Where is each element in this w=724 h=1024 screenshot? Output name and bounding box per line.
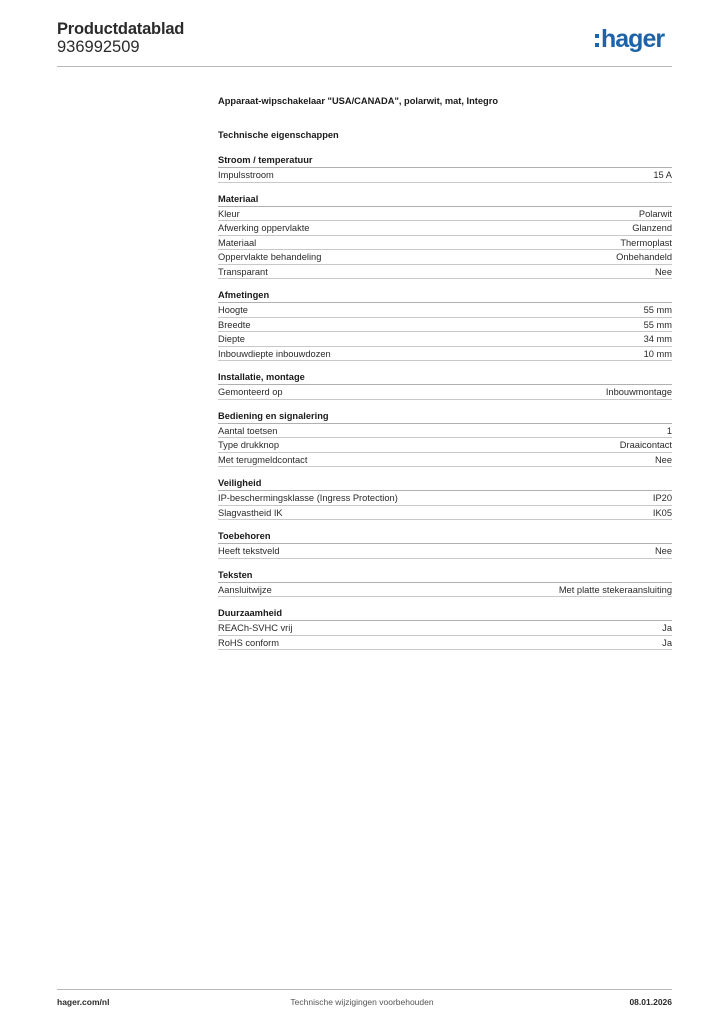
- property-group: [218, 569, 672, 598]
- property-label: Slagvastheid IK: [218, 507, 283, 518]
- property-value: IK05: [652, 507, 672, 518]
- property-row: [218, 332, 672, 347]
- property-row: [218, 453, 672, 468]
- property-label: IP-beschermingsklasse (Ingress Protection): [218, 493, 398, 503]
- property-label: RoHS conform: [218, 637, 279, 648]
- property-label: Met terugmeldcontact: [218, 454, 308, 465]
- property-group: [218, 154, 672, 183]
- property-row: [218, 636, 672, 651]
- property-label: Hoogte: [218, 305, 248, 315]
- property-group: [218, 410, 672, 468]
- property-value: Glanzend: [632, 223, 672, 233]
- property-label: Breedte: [218, 319, 251, 330]
- footer-notice: Technische wijzigingen voorbehouden: [290, 997, 434, 1007]
- datasheet-content: [218, 96, 672, 650]
- property-value: Met platte stekeraansluiting: [558, 584, 672, 595]
- property-value: Inbouwmontage: [605, 387, 672, 397]
- property-value: Draaicontact: [619, 440, 672, 450]
- property-value: Thermoplast: [620, 237, 672, 248]
- property-label: Transparant: [218, 266, 268, 277]
- footer-website: hager.com/nl: [57, 997, 110, 1007]
- property-group: [218, 477, 672, 520]
- property-row: [218, 207, 672, 222]
- property-value: Nee: [654, 546, 672, 556]
- property-value: Nee: [654, 454, 672, 465]
- property-label: Type drukknop: [218, 440, 279, 450]
- property-label: REACh-SVHC vrij: [218, 623, 293, 633]
- property-row: [218, 583, 672, 598]
- property-row: [218, 221, 672, 236]
- property-label: Impulsstroom: [218, 170, 274, 180]
- group-title: Duurzaamheid: [218, 607, 672, 621]
- section-heading: Technische eigenschappen: [218, 130, 339, 140]
- property-value: Ja: [662, 623, 672, 633]
- property-row: [218, 250, 672, 265]
- footer-divider: [57, 989, 672, 990]
- property-label: Materiaal: [218, 237, 257, 248]
- property-value: Polarwit: [638, 208, 672, 219]
- property-label: Oppervlakte behandeling: [218, 252, 322, 262]
- property-label: Heeft tekstveld: [218, 546, 280, 556]
- property-label: Kleur: [218, 208, 240, 219]
- property-value: Onbehandeld: [616, 252, 672, 262]
- group-title: Stroom / temperatuur: [218, 154, 672, 168]
- property-value: 34 mm: [643, 334, 672, 344]
- header-divider: [57, 66, 672, 67]
- property-label: Aantal toetsen: [218, 425, 278, 436]
- property-label: Diepte: [218, 334, 245, 344]
- logo-dots-icon: [595, 34, 599, 47]
- property-value: IP20: [652, 493, 672, 503]
- property-label: Aansluitwijze: [218, 584, 272, 595]
- property-row: [218, 303, 672, 318]
- group-title: Installatie, montage: [218, 371, 672, 385]
- property-groups: [218, 154, 672, 650]
- property-row: [218, 265, 672, 280]
- page-title: Productdatablad: [57, 20, 185, 38]
- property-group: [218, 530, 672, 559]
- property-label: Inbouwdiepte inbouwdozen: [218, 348, 331, 359]
- property-value: Ja: [662, 637, 672, 648]
- property-row: [218, 544, 672, 559]
- group-title: Materiaal: [218, 193, 672, 207]
- property-row: [218, 621, 672, 636]
- group-title: Veiligheid: [218, 477, 672, 491]
- property-row: [218, 236, 672, 251]
- group-title: Afmetingen: [218, 289, 672, 303]
- property-value: 55 mm: [643, 305, 672, 315]
- footer-date: 08.01.2026: [629, 997, 672, 1007]
- property-label: Gemonteerd op: [218, 387, 283, 397]
- property-row: [218, 385, 672, 400]
- property-value: 1: [666, 425, 672, 436]
- logo-wordmark: hager: [601, 25, 665, 53]
- product-number: 936992509: [57, 38, 140, 56]
- property-row: [218, 438, 672, 453]
- property-value: 10 mm: [643, 348, 672, 359]
- property-value: Nee: [654, 266, 672, 277]
- hager-logo: [595, 26, 664, 58]
- property-group: [218, 289, 672, 361]
- group-title: Teksten: [218, 569, 672, 583]
- property-group: [218, 371, 672, 400]
- property-row: [218, 318, 672, 333]
- property-value: 15 A: [653, 170, 672, 180]
- property-row: [218, 347, 672, 362]
- property-row: [218, 424, 672, 439]
- property-row: [218, 491, 672, 506]
- product-description: Apparaat-wipschakelaar "USA/CANADA", polarwit, mat, Integro: [218, 96, 499, 106]
- group-title: Bediening en signalering: [218, 410, 672, 424]
- property-group: [218, 607, 672, 650]
- property-row: [218, 168, 672, 183]
- group-title: Toebehoren: [218, 530, 672, 544]
- property-group: [218, 193, 672, 280]
- property-value: 55 mm: [643, 319, 672, 330]
- property-row: [218, 506, 672, 521]
- property-label: Afwerking oppervlakte: [218, 223, 310, 233]
